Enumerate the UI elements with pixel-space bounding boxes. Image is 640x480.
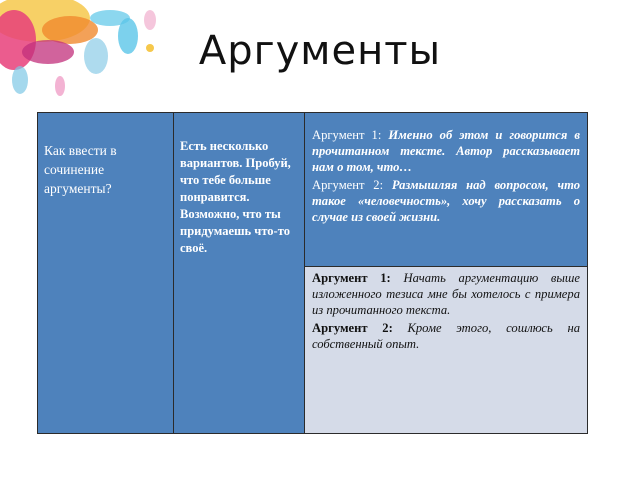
blue-argument-2 bbox=[312, 177, 580, 225]
light-arguments-list bbox=[312, 270, 580, 354]
argument-text: Кроме этого, сошлюсь на собственный опыт. bbox=[312, 321, 580, 351]
argument-label: Аргумент 1: bbox=[312, 128, 382, 142]
variants-text: Есть несколько вариантов. Пробуй, что тебе больше понравится. Возможно, что ты придумаешь что-то своё. bbox=[180, 139, 291, 255]
blue-arguments-cell bbox=[305, 112, 588, 267]
variants-cell bbox=[174, 112, 305, 434]
light-argument-1 bbox=[312, 270, 580, 318]
argument-text: Именно об этом и говорится в прочитанном тексте. Автор рассказывает нам о том, что… bbox=[312, 128, 580, 174]
argument-label: Аргумент 2: bbox=[312, 321, 393, 335]
argument-text: Начать аргументацию выше изложенного тезиса мне бы хотелось с примера из прочитанного текста. bbox=[312, 271, 580, 317]
light-argument-2 bbox=[312, 320, 580, 352]
blue-argument-1 bbox=[312, 127, 580, 175]
light-arguments-cell bbox=[305, 267, 588, 434]
argument-label: Аргумент 2: bbox=[312, 178, 384, 192]
argument-label: Аргумент 1: bbox=[312, 271, 391, 285]
question-text: Как ввести в сочинение аргументы? bbox=[44, 143, 117, 196]
blue-arguments-list bbox=[312, 127, 580, 227]
argument-text: Размышляя над вопросом, что такое «человечность», хочу рассказать о случае из своей жизни. bbox=[312, 178, 581, 224]
question-cell bbox=[37, 112, 174, 434]
page-title: Аргументы bbox=[198, 28, 442, 74]
